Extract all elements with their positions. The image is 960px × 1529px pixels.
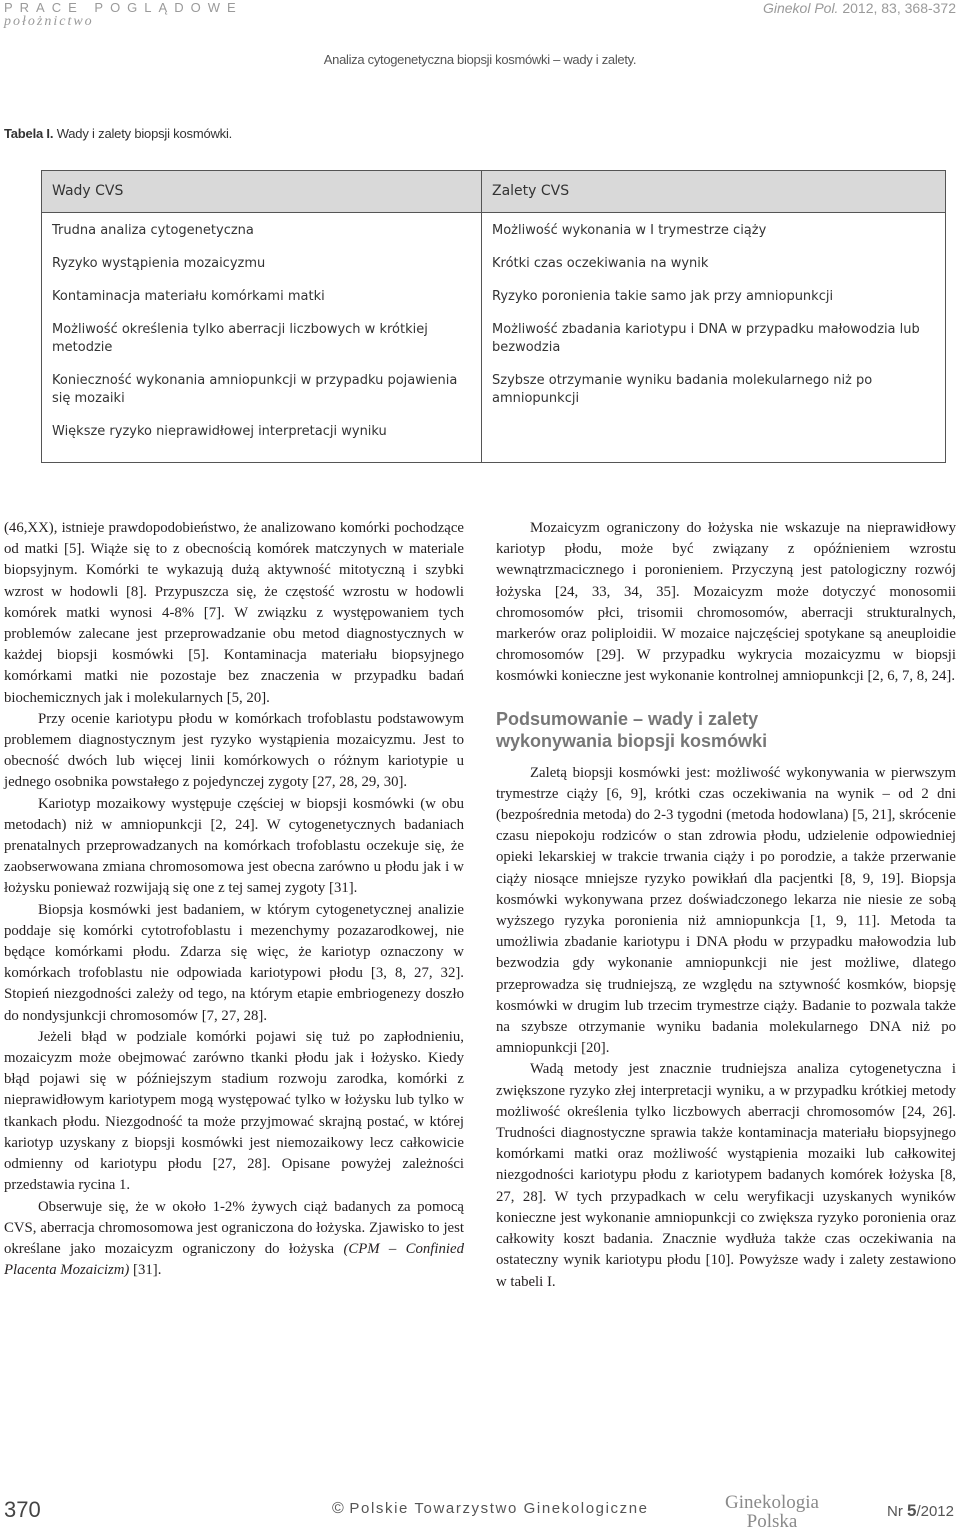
- table-cell: Możliwość zbadania kariotypu i DNA w przypadku małowodzia lub bezwodzia: [482, 312, 946, 363]
- paragraph: Zaletą biopsji kosmówki jest: możliwość wykonywania w pierwszym trymestrze ciąży [6, 9], krótki czas oczekiwania na wynik – od 2 dni (bezpośrednia metoda) do 2-3 tygodni (metoda hodowlana) [5, 21], skrócenie czasu niepokoju rodziców o stan zdrowia płodu, udzielenie odpowiedniej opieki lekarskiej w trakcie trwania ciąży i po porodzie, a także przerwanie ciąży niosące mniejsze ryzyko powikłań dla pacjentki [8, 9, 19]. Biopsja kosmówki wykonywana przez doświadczonego lekarza nie niesie ze sobą wyższego ryzyka poronienia niż amniopunkcja [1, 9, 11]. Metoda ta umożliwia zbadanie kariotypu i DNA płodu w przypadku małowodzia lub bezwodzia gdy wykonanie amniopunkcji nie jest możliwe, dlatego przeprowadza się trudniejszą, ze względu na sztywność kosmków, biopsję kosmówki w drugim lub trzecim trymestrze ciąży. Badanie to pozwala także na szybsze otrzymanie wyniku badania molekularnego DNA niż po amniopunkcji [20].: [496, 764, 956, 1057]
- journal-logo: [712, 1493, 832, 1529]
- table-cell: Krótki czas oczekiwania na wynik: [482, 246, 946, 279]
- paragraph-text: Obserwuje się, że w około 1-2% żywych ciąż badanych za pomocą CVS, aberracja chromosomowa jest ograniczona do łożyska. Zjawisko to jest określane jako mozaicyzm ograniczony do łożyska: [4, 1198, 464, 1257]
- issue-number: [887, 1501, 954, 1521]
- logo-line2: Polska: [746, 1511, 798, 1529]
- copyright-icon: ©: [332, 1500, 346, 1517]
- section-heading: [496, 708, 956, 752]
- running-title: Analiza cytogenetyczna biopsji kosmówki – wady i zalety.: [323, 52, 637, 67]
- subsection-label: położnictwo: [4, 14, 94, 29]
- table-row: [42, 363, 946, 414]
- italic-term: (CPM – Confinied Placenta Mozaicizm): [4, 1240, 465, 1279]
- table-caption-text: Wady i zalety biopsji kosmówki.: [56, 126, 233, 141]
- table-cell: Trudna analiza cytogenetyczna: [42, 213, 482, 247]
- citation-ref: [31].: [133, 1262, 162, 1279]
- citation-details: 2012, 83, 368-372: [842, 0, 956, 16]
- table-cell: Większe ryzyko nieprawidłowej interpretacji wyniku: [42, 414, 482, 462]
- paragraph: Jeżeli błąd w podziale komórki pojawi się tuż po zapłodnieniu, mozaicyzm może obejmować zarówno tkanki płodu jak i łożysko. Kiedy błąd pojawi się w późniejszym stadium rozwoju zarodka, komórki z nieprawidłowym kariotypem mogą występować tylko w łożysku lub tylko w tkankach płodu. Niezgodność ta może przyjmować skrajną postać, w której kariotyp uzyskany z biopsji kosmówki jest niemozaikowy lecz całkowicie odmienny od kariotypu płodu [27, 28]. Opisane powyżej zależności przedstawia rycina 1.: [4, 1028, 464, 1194]
- table-cell: Możliwość wykonania w I trymestrze ciąży: [482, 213, 946, 247]
- table-cell: Konieczność wykonania amniopunkcji w przypadku pojawienia się mozaiki: [42, 363, 482, 414]
- section-heading-line2: wykonywania biopsji kosmówki: [496, 730, 768, 751]
- journal-name: Ginekol Pol.: [762, 0, 839, 16]
- page-number: 370: [4, 1497, 41, 1522]
- journal-citation: [763, 0, 956, 16]
- table-cell: Możliwość określenia tylko aberracji liczbowych w krótkiej metodzie: [42, 312, 482, 363]
- issue-label: Nr: [886, 1503, 903, 1520]
- society-text: Polskie Towarzystwo Ginekologiczne: [349, 1500, 649, 1517]
- table-header-row: [42, 171, 946, 213]
- paragraph: Kariotyp mozaikowy występuje częściej w biopsji kosmówki (w obu metodach) niż w amniopunkcji [2, 24]. W cytogenetycznych badaniach prenatalnych przeprowadzanych na komórkach trofoblastu oczekuje się, że zaobserwowana zmiana chromosomowa jest obecna zarówno u płodu jak i w łożysku ponieważ rozwijają się one z tej samej zygoty [31].: [4, 795, 464, 897]
- table-cell: Ryzyko wystąpienia mozaicyzmu: [42, 246, 482, 279]
- issue-number-value: 5: [906, 1501, 917, 1520]
- table-cell: Kontaminacja materiału komórkami matki: [42, 279, 482, 312]
- right-text-column: [496, 518, 956, 1293]
- section-label: PRACE POGLĄDOWE: [4, 0, 243, 15]
- table-row: [42, 312, 946, 363]
- table-cell: Szybsze otrzymanie wyniku badania molekularnego niż po amniopunkcji: [482, 363, 946, 414]
- paragraph: Przy ocenie kariotypu płodu w komórkach trofoblastu podstawowym problemem diagnostycznym jest ryzyko wystąpienia mozaicyzmu. Jest to obecność dwóch lub więcej linii komórkowych o różnym kariotypie u jednego osobnika powstałego z pojedynczej zygoty [27, 28, 29, 30].: [4, 710, 464, 791]
- table-caption-label: Tabela I.: [4, 126, 54, 141]
- issue-year: /2012: [916, 1503, 954, 1520]
- cvs-pros-cons-table: [41, 170, 946, 463]
- logo-line1: Ginekologia: [725, 1493, 819, 1513]
- left-text-column: [4, 518, 464, 1281]
- table-row: [42, 414, 946, 462]
- table-row: [42, 213, 946, 247]
- table-cell: Ryzyko poronienia takie samo jak przy amniopunkcji: [482, 279, 946, 312]
- paragraph: (46,XX), istnieje prawdopodobieństwo, że analizowano komórki pochodzące od matki [5]. Wiąże się to z obecnością komórek matczynych w materiale biopsyjnym. Komórki te wykazują dużą aktywność mitotyczną i szybki wzrost w hodowli [8]. Przypuszcza się, że częstość wzrostu w hodowli komórek matki wynosi 4-8% [7]. W związku z występowaniem tych problemów zalecane jest przeprowadzanie obu metod diagnostycznych w każdej biopsji kosmówki [5]. Kontaminacja materiału biopsyjnego komórkami matki nie pozostaje bez znaczenia w przypadku badań biochemicznych jak i molekularnych [5, 20].: [4, 520, 464, 706]
- paragraph: Mozaicyzm ograniczony do łożyska nie wskazuje na nieprawidłowy kariotyp płodu, może być związany z opóźnieniem wzrostu wewnątrzmacicznego i poronieniem. Przyczyną jest patologiczny rozwój łożyska [24, 33, 34, 35]. Mozaicyzm może dotyczyć monosomii chromosomów płci, trisomii chromosomów, aberracji strukturalnych, markerów oraz poliploidii. W mozaice najczęściej spotykane są aneuploidie chromosomów [29]. W przypadku wykrycia mozaicyzmu w biopsji kosmówki konieczne jest wykonanie kontrolnej amniopunkcji [2, 6, 7, 8, 24].: [496, 520, 956, 685]
- table-cell: [482, 414, 946, 462]
- header-cell-advantages: Zalety CVS: [482, 171, 946, 213]
- section-heading-line1: Podsumowanie – wady i zalety: [496, 708, 759, 729]
- paragraph: Wadą metody jest znacznie trudniejsza analiza cytogenetyczna i zwiększone ryzyko złej interpretacji wyniku, a w przypadku krótkiej metody możliwość określenia tylko liczbowych aberracji chromosomów [24, 26]. Trudności diagnostyczne sprawia także kontaminacja materiału biopsyjnego komórkami matki oraz możliwość wystąpienia mozaiki lub całkowitej niezgodności kariotypu płodu z kariotypem badanych komórek łożyska [8, 27, 28]. W tych przypadkach w celu weryfikacji uzyskanych wyników konieczne jest wykonanie amniopunkcji co zwiększa ryzyko poronienia oraz całkowity koszt badania. Znacznie wydłuża także czas oczekiwania na ostateczny wynik kariotypu płodu [10]. Powyższe wady i zalety zestawiono w tabeli I.: [496, 1061, 956, 1290]
- table-row: [42, 279, 946, 312]
- paragraph: Biopsja kosmówki jest badaniem, w którym cytogenetycznej analizie poddaje się komórki cytotrofoblastu i mezenchymy pozazarodkowej, nie będące komórkami płodu. Zdarza się więc, że kariotyp oznaczony w komórkach trofoblastu nie odpowiada kariotypowi płodu [3, 8, 27, 32]. Stopień niezgodności zależy od tego, na którym etapie embriogenezy doszło do nondysjunkcji chromosomów [7, 27, 28].: [4, 901, 464, 1024]
- table-caption: [4, 126, 232, 141]
- paragraph: [4, 1197, 464, 1282]
- society-name: [332, 1500, 649, 1518]
- table-row: [42, 246, 946, 279]
- header-cell-disadvantages: Wady CVS: [42, 171, 482, 213]
